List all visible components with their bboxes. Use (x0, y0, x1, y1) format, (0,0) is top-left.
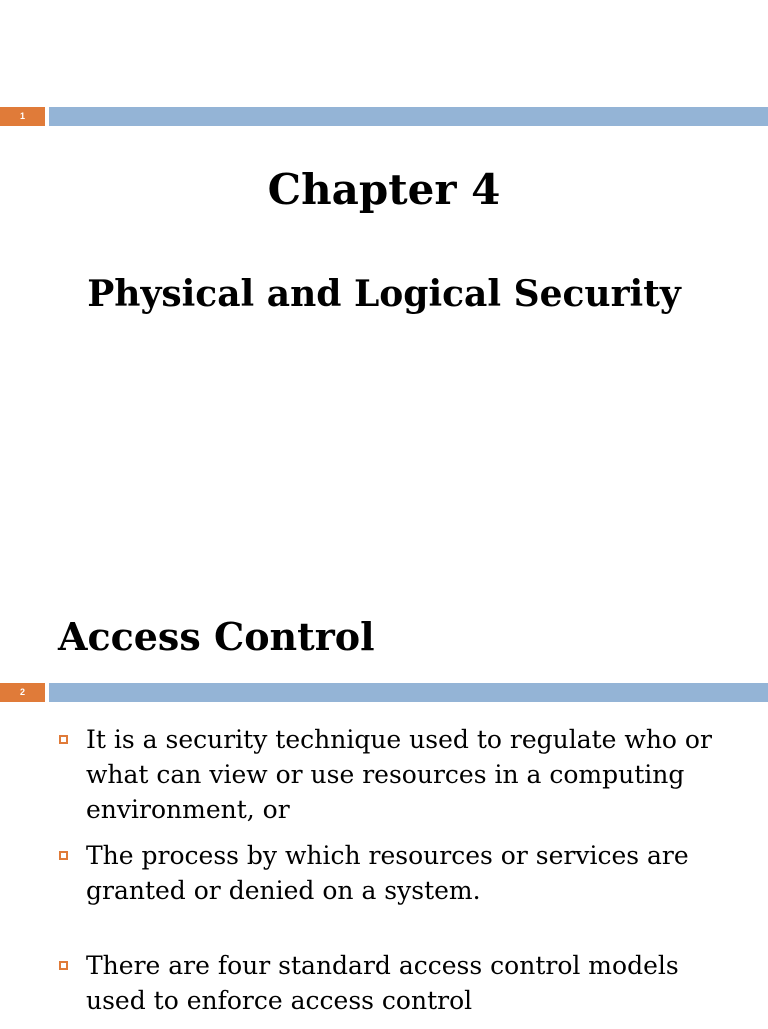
slide-title: Access Control (58, 614, 375, 659)
square-bullet-icon (59, 735, 68, 744)
header-bar-fill (49, 107, 768, 126)
square-bullet-icon (59, 961, 68, 970)
slide-number-badge: 2 (0, 683, 45, 702)
bullet-item (58, 838, 738, 908)
header-bar-fill (49, 683, 768, 702)
bullet-item (58, 722, 738, 827)
bullet-list (58, 722, 738, 1029)
bullet-text: It is a security technique used to regulate who or what can view or use resources in a computing environment, or (86, 725, 712, 824)
chapter-title: Chapter 4 (267, 165, 501, 214)
slide-header-bar (0, 683, 768, 702)
slide-header-bar (0, 107, 768, 126)
slide-number-badge: 1 (0, 107, 45, 126)
chapter-subtitle: Physical and Logical Security (87, 273, 681, 315)
bullet-text: The process by which resources or services are granted or denied on a system. (86, 841, 689, 905)
slide-2 (0, 576, 768, 1024)
bullet-text: There are four standard access control models used to enforce access control (86, 951, 679, 1015)
bullet-item (58, 948, 738, 1018)
square-bullet-icon (59, 851, 68, 860)
